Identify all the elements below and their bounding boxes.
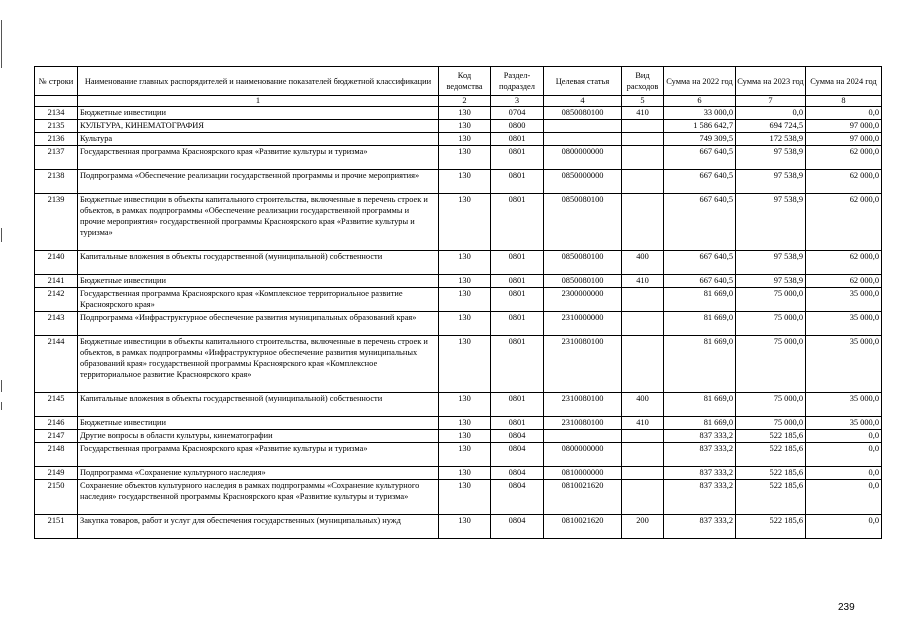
table-row <box>35 312 882 336</box>
expense-type <box>622 170 664 194</box>
sum-2022: 837 333,2 <box>664 467 736 480</box>
dept-code: 130 <box>439 467 491 480</box>
target-item: 0850000000 <box>544 170 622 194</box>
row-number: 2139 <box>35 194 78 251</box>
sum-2022: 81 669,0 <box>664 288 736 312</box>
target-item <box>544 430 622 443</box>
table-row <box>35 120 882 133</box>
sum-2024: 62 000,0 <box>806 170 882 194</box>
dept-code: 130 <box>439 417 491 430</box>
row-number: 2150 <box>35 480 78 515</box>
sum-2023: 75 000,0 <box>736 417 806 430</box>
sum-2023: 172 538,9 <box>736 133 806 146</box>
row-number: 2143 <box>35 312 78 336</box>
sum-2022: 81 669,0 <box>664 336 736 393</box>
sum-2024: 97 000,0 <box>806 133 882 146</box>
indicator-name: Капитальные вложения в объекты государственной (муниципальной) собственности <box>78 393 439 417</box>
target-item: 2310000000 <box>544 312 622 336</box>
column-number: 1 <box>78 96 439 107</box>
sum-2022: 33 000,0 <box>664 107 736 120</box>
sum-2023: 522 185,6 <box>736 443 806 467</box>
sum-2024: 0,0 <box>806 515 882 539</box>
indicator-name: Подпрограмма «Сохранение культурного наследия» <box>78 467 439 480</box>
dept-code: 130 <box>439 312 491 336</box>
sum-2024: 62 000,0 <box>806 194 882 251</box>
sum-2022: 667 640,5 <box>664 194 736 251</box>
sum-2022: 837 333,2 <box>664 430 736 443</box>
target-item: 0800000000 <box>544 443 622 467</box>
row-number: 2148 <box>35 443 78 467</box>
sum-2023: 97 538,9 <box>736 251 806 275</box>
column-number: 3 <box>491 96 544 107</box>
sum-2022: 837 333,2 <box>664 515 736 539</box>
page-number: 239 <box>838 602 855 613</box>
section-code: 0804 <box>491 430 544 443</box>
header-exp-type: Вид расходов <box>622 67 664 96</box>
expense-type <box>622 194 664 251</box>
dept-code: 130 <box>439 430 491 443</box>
dept-code: 130 <box>439 251 491 275</box>
column-number: 2 <box>439 96 491 107</box>
dept-code: 130 <box>439 194 491 251</box>
row-number: 2151 <box>35 515 78 539</box>
section-code: 0800 <box>491 120 544 133</box>
indicator-name: Бюджетные инвестиции <box>78 107 439 120</box>
expense-type <box>622 336 664 393</box>
indicator-name: Закупка товаров, работ и услуг для обеспечения государственных (муниципальных) нужд <box>78 515 439 539</box>
column-number <box>35 96 78 107</box>
section-code: 0801 <box>491 133 544 146</box>
sum-2024: 0,0 <box>806 480 882 515</box>
indicator-name: КУЛЬТУРА, КИНЕМАТОГРАФИЯ <box>78 120 439 133</box>
sum-2024: 97 000,0 <box>806 120 882 133</box>
target-item: 2310080100 <box>544 417 622 430</box>
target-item: 0850080100 <box>544 251 622 275</box>
sum-2022: 667 640,5 <box>664 251 736 275</box>
indicator-name: Бюджетные инвестиции в объекты капитального строительства, включенные в перечень строек и объектов, в рамках подпрограммы «Инфраструктурное обеспечение развития муниципальных образований края» государственной программы Красноярского края «Комплексное территориальное развитие Красноярского края» <box>78 336 439 393</box>
row-number: 2138 <box>35 170 78 194</box>
target-item: 0810000000 <box>544 467 622 480</box>
dept-code: 130 <box>439 120 491 133</box>
dept-code: 130 <box>439 336 491 393</box>
row-number: 2140 <box>35 251 78 275</box>
header-sum-2023: Сумма на 2023 год <box>736 67 806 96</box>
dept-code: 130 <box>439 288 491 312</box>
header-sum-2022: Сумма на 2022 год <box>664 67 736 96</box>
section-code: 0801 <box>491 417 544 430</box>
row-number: 2136 <box>35 133 78 146</box>
sum-2024: 0,0 <box>806 430 882 443</box>
row-number: 2144 <box>35 336 78 393</box>
sum-2024: 0,0 <box>806 443 882 467</box>
table-row <box>35 515 882 539</box>
column-number-row <box>35 96 882 107</box>
indicator-name: Капитальные вложения в объекты государственной (муниципальной) собственности <box>78 251 439 275</box>
sum-2023: 75 000,0 <box>736 288 806 312</box>
sum-2024: 0,0 <box>806 107 882 120</box>
dept-code: 130 <box>439 515 491 539</box>
header-name: Наименование главных распорядителей и наименование показателей бюджетной классификации <box>78 67 439 96</box>
table-row <box>35 288 882 312</box>
sum-2024: 35 000,0 <box>806 288 882 312</box>
indicator-name: Бюджетные инвестиции <box>78 417 439 430</box>
indicator-name: Государственная программа Красноярского края «Комплексное территориальное развитие Красноярского края» <box>78 288 439 312</box>
target-item <box>544 120 622 133</box>
sum-2024: 62 000,0 <box>806 275 882 288</box>
table-row <box>35 417 882 430</box>
scan-edge-marks <box>0 0 4 636</box>
header-dept-code: Код ведомства <box>439 67 491 96</box>
expense-type: 400 <box>622 251 664 275</box>
section-code: 0801 <box>491 275 544 288</box>
section-code: 0801 <box>491 393 544 417</box>
sum-2023: 522 185,6 <box>736 467 806 480</box>
table-row <box>35 133 882 146</box>
sum-2023: 97 538,9 <box>736 170 806 194</box>
section-code: 0801 <box>491 336 544 393</box>
sum-2023: 522 185,6 <box>736 480 806 515</box>
expense-type <box>622 430 664 443</box>
sum-2024: 35 000,0 <box>806 393 882 417</box>
budget-table <box>34 66 882 539</box>
section-code: 0804 <box>491 467 544 480</box>
target-item: 0810021620 <box>544 480 622 515</box>
sum-2022: 81 669,0 <box>664 312 736 336</box>
column-number: 5 <box>622 96 664 107</box>
dept-code: 130 <box>439 480 491 515</box>
expense-type: 410 <box>622 107 664 120</box>
sum-2022: 81 669,0 <box>664 417 736 430</box>
header-section: Раздел-подраздел <box>491 67 544 96</box>
expense-type: 410 <box>622 275 664 288</box>
sum-2024: 62 000,0 <box>806 251 882 275</box>
table-row <box>35 170 882 194</box>
header-sum-2024: Сумма на 2024 год <box>806 67 882 96</box>
target-item: 0810021620 <box>544 515 622 539</box>
row-number: 2135 <box>35 120 78 133</box>
table-row <box>35 194 882 251</box>
sum-2023: 522 185,6 <box>736 515 806 539</box>
dept-code: 130 <box>439 133 491 146</box>
dept-code: 130 <box>439 146 491 170</box>
sum-2022: 837 333,2 <box>664 480 736 515</box>
row-number: 2141 <box>35 275 78 288</box>
sum-2023: 97 538,9 <box>736 275 806 288</box>
expense-type <box>622 312 664 336</box>
sum-2022: 1 586 642,7 <box>664 120 736 133</box>
row-number: 2137 <box>35 146 78 170</box>
table-row <box>35 393 882 417</box>
table-row <box>35 251 882 275</box>
section-code: 0801 <box>491 146 544 170</box>
target-item: 0800000000 <box>544 146 622 170</box>
column-number: 8 <box>806 96 882 107</box>
target-item: 2310080100 <box>544 336 622 393</box>
sum-2023: 75 000,0 <box>736 336 806 393</box>
sum-2022: 749 309,5 <box>664 133 736 146</box>
sum-2024: 35 000,0 <box>806 417 882 430</box>
sum-2023: 522 185,6 <box>736 430 806 443</box>
dept-code: 130 <box>439 170 491 194</box>
sum-2024: 35 000,0 <box>806 312 882 336</box>
target-item <box>544 133 622 146</box>
sum-2024: 35 000,0 <box>806 336 882 393</box>
header-row <box>35 67 882 96</box>
expense-type: 410 <box>622 417 664 430</box>
dept-code: 130 <box>439 393 491 417</box>
section-code: 0804 <box>491 480 544 515</box>
row-number: 2146 <box>35 417 78 430</box>
section-code: 0801 <box>491 170 544 194</box>
expense-type <box>622 133 664 146</box>
dept-code: 130 <box>439 275 491 288</box>
row-number: 2149 <box>35 467 78 480</box>
sum-2022: 667 640,5 <box>664 146 736 170</box>
sum-2023: 75 000,0 <box>736 312 806 336</box>
section-code: 0801 <box>491 251 544 275</box>
indicator-name: Сохранение объектов культурного наследия в рамках подпрограммы «Сохранение культурного наследия» государственной программы Красноярского края «Развитие культуры и туризма» <box>78 480 439 515</box>
target-item: 0850080100 <box>544 194 622 251</box>
expense-type <box>622 288 664 312</box>
column-number: 6 <box>664 96 736 107</box>
expense-type <box>622 146 664 170</box>
section-code: 0804 <box>491 515 544 539</box>
table-row <box>35 146 882 170</box>
column-number: 4 <box>544 96 622 107</box>
sum-2023: 97 538,9 <box>736 146 806 170</box>
indicator-name: Другие вопросы в области культуры, кинематографии <box>78 430 439 443</box>
section-code: 0801 <box>491 194 544 251</box>
section-code: 0704 <box>491 107 544 120</box>
target-item: 0850080100 <box>544 275 622 288</box>
sum-2023: 694 724,5 <box>736 120 806 133</box>
table-body <box>35 107 882 539</box>
row-number: 2142 <box>35 288 78 312</box>
sum-2022: 667 640,5 <box>664 275 736 288</box>
table-row <box>35 107 882 120</box>
target-item: 2300000000 <box>544 288 622 312</box>
sum-2024: 62 000,0 <box>806 146 882 170</box>
sum-2024: 0,0 <box>806 467 882 480</box>
column-number: 7 <box>736 96 806 107</box>
indicator-name: Бюджетные инвестиции <box>78 275 439 288</box>
expense-type <box>622 443 664 467</box>
sum-2022: 837 333,2 <box>664 443 736 467</box>
indicator-name: Бюджетные инвестиции в объекты капитального строительства, включенные в перечень строек и объектов, в рамках подпрограммы «Обеспечение реализации государственной программы и прочие мероприятия» государственной программы Красноярского края «Развитие культуры и туризма» <box>78 194 439 251</box>
indicator-name: Государственная программа Красноярского края «Развитие культуры и туризма» <box>78 443 439 467</box>
sum-2023: 75 000,0 <box>736 393 806 417</box>
target-item: 0850080100 <box>544 107 622 120</box>
dept-code: 130 <box>439 443 491 467</box>
dept-code: 130 <box>439 107 491 120</box>
indicator-name: Подпрограмма «Обеспечение реализации государственной программы и прочие мероприятия» <box>78 170 439 194</box>
row-number: 2134 <box>35 107 78 120</box>
section-code: 0801 <box>491 312 544 336</box>
header-row-no: № строки <box>35 67 78 96</box>
sum-2023: 0,0 <box>736 107 806 120</box>
expense-type: 200 <box>622 515 664 539</box>
expense-type <box>622 480 664 515</box>
expense-type: 400 <box>622 393 664 417</box>
table-row <box>35 430 882 443</box>
indicator-name: Культура <box>78 133 439 146</box>
sum-2022: 667 640,5 <box>664 170 736 194</box>
target-item: 2310080100 <box>544 393 622 417</box>
expense-type <box>622 120 664 133</box>
expense-type <box>622 467 664 480</box>
sum-2023: 97 538,9 <box>736 194 806 251</box>
header-target: Целевая статья <box>544 67 622 96</box>
table-row <box>35 275 882 288</box>
row-number: 2147 <box>35 430 78 443</box>
table-row <box>35 443 882 467</box>
row-number: 2145 <box>35 393 78 417</box>
table-row <box>35 480 882 515</box>
sum-2022: 81 669,0 <box>664 393 736 417</box>
section-code: 0804 <box>491 443 544 467</box>
table-row <box>35 336 882 393</box>
section-code: 0801 <box>491 288 544 312</box>
indicator-name: Государственная программа Красноярского края «Развитие культуры и туризма» <box>78 146 439 170</box>
table-row <box>35 467 882 480</box>
indicator-name: Подпрограмма «Инфраструктурное обеспечение развития муниципальных образований края» <box>78 312 439 336</box>
